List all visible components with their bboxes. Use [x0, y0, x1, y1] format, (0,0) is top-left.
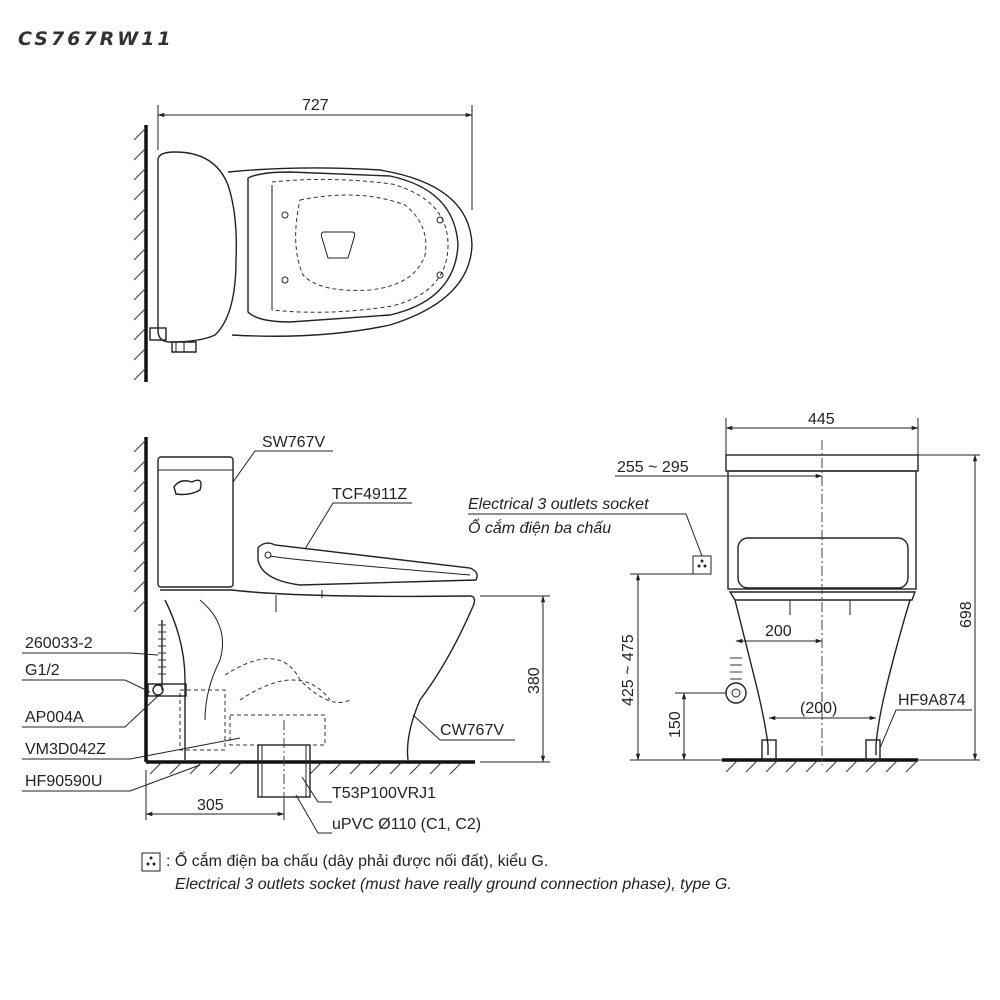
dim-200-bottom: (200) — [800, 700, 838, 717]
top-view — [134, 97, 472, 382]
dim-727: 727 — [302, 97, 329, 114]
label-hf9a874: HF9A874 — [898, 692, 966, 709]
label-upvc: uPVC Ø110 (C1, C2) — [332, 816, 482, 833]
dim-200: 200 — [765, 623, 792, 640]
model-code: CS767RW11 — [18, 28, 174, 50]
label-sw767v: SW767V — [262, 434, 326, 451]
label-cw767v: CW767V — [440, 722, 505, 739]
dim-150: 150 — [667, 711, 684, 738]
socket-label-vi: Ổ cắm điện ba chấu — [468, 520, 612, 537]
label-hf90590u: HF90590U — [25, 773, 103, 790]
socket-symbol-icon — [142, 853, 160, 871]
label-g12: G1/2 — [25, 662, 60, 679]
footnote-en: Electrical 3 outlets socket (must have really ground connection phase), type G. — [175, 876, 732, 893]
label-vm3d042z: VM3D042Z — [25, 741, 106, 758]
dim-305: 305 — [197, 797, 224, 814]
label-260033-2: 260033-2 — [25, 635, 93, 652]
label-tcf4911z: TCF4911Z — [332, 486, 408, 503]
footnote-vi: : Ổ cắm điện ba chấu (dây phải được nối đất), kiểu G. — [166, 853, 549, 870]
footnote — [142, 851, 732, 893]
front-view — [615, 411, 980, 772]
dim-255-295: 255 ~ 295 — [617, 459, 689, 476]
dim-445: 445 — [808, 411, 835, 428]
label-t53p100vrj1: T53P100VRJ1 — [332, 785, 437, 802]
side-view — [22, 434, 702, 833]
dim-698: 698 — [958, 601, 975, 628]
socket-label-en: Electrical 3 outlets socket — [468, 496, 649, 513]
dim-380: 380 — [526, 667, 543, 694]
dim-425-475: 425 ~ 475 — [620, 634, 637, 706]
label-ap004a: AP004A — [25, 709, 84, 726]
